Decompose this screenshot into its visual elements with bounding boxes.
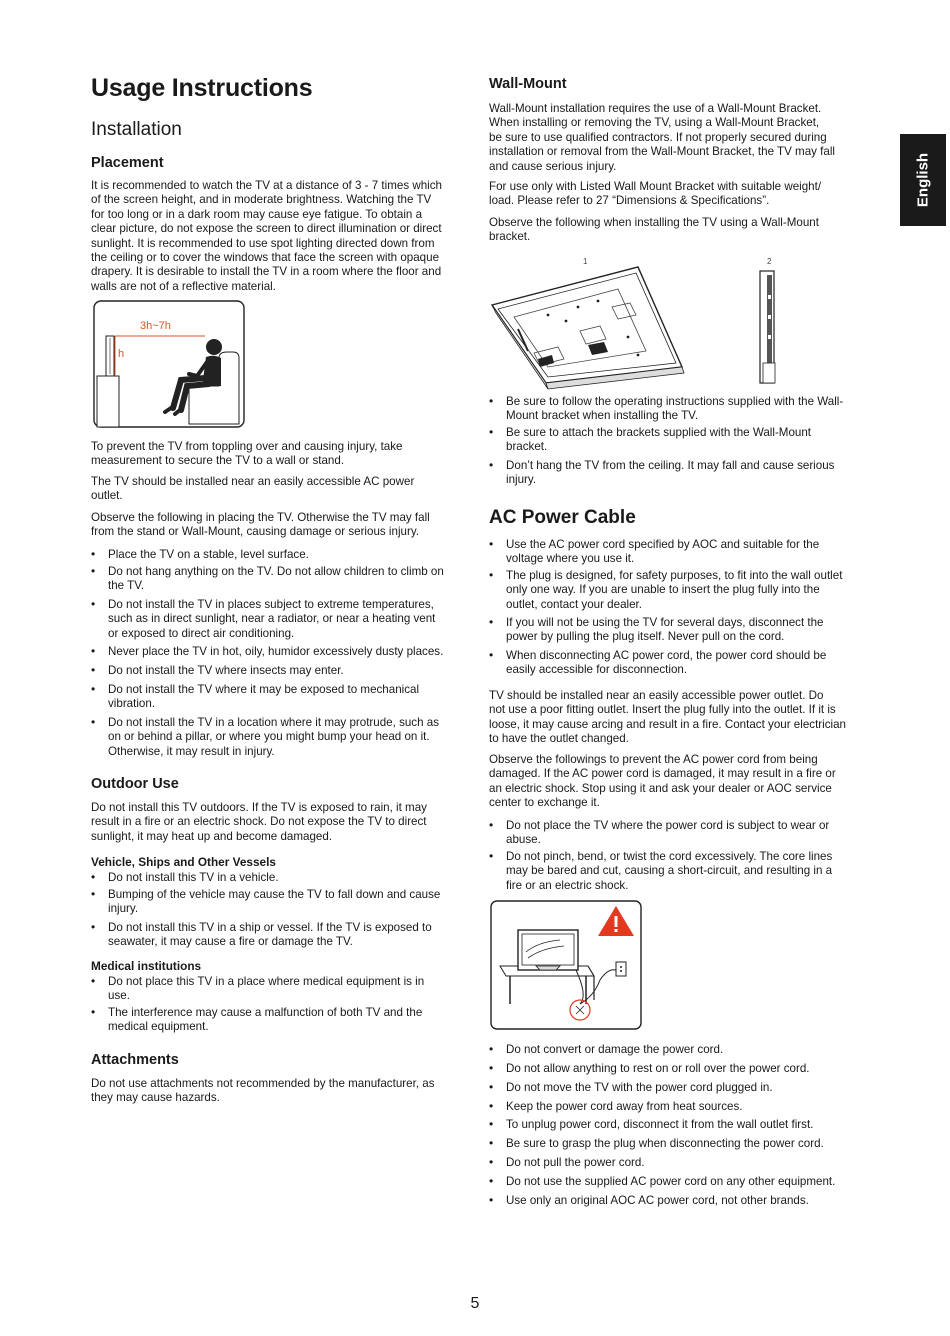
outlet-paragraph [91, 475, 414, 504]
text-line: • Do not convert or damage the power cord. [506, 1043, 724, 1056]
wallmount-observe-paragraph [489, 216, 819, 245]
figure-label-2: 2 [767, 257, 772, 266]
text-line: clear picture, do not expose the screen to direct illumination or direct [91, 222, 442, 236]
text-line: • Do not install the TV where it may be exposed to mechanical [108, 683, 420, 696]
list-item [91, 683, 419, 712]
text-line: voltage where you use it. [506, 552, 635, 566]
text-line: • Bumping of the vehicle may cause the TV to fall down and cause [108, 888, 441, 901]
medical-heading: Medical institutions [91, 959, 202, 973]
text-line: TV should be installed near an easily accessible power outlet. Do [489, 689, 824, 702]
text-line: Otherwise, it may result in injury. [108, 744, 275, 758]
text-line: • If you will not be using the TV for several days, disconnect the [506, 616, 824, 629]
list-item [489, 1175, 835, 1189]
text-line: • Use the AC power cord specified by AOC and suitable for the [506, 538, 820, 551]
text-line: not use a poor fitting outlet. Insert the plug fully into the outlet. If it is [489, 703, 836, 717]
text-line: abuse. [506, 833, 541, 847]
list-item [489, 649, 826, 678]
text-line: installation or removal from the Wall-Mount Bracket, the TV may fall [489, 145, 836, 159]
text-line: bracket. [506, 440, 548, 454]
text-line: • The interference may cause a malfunction of both TV and the [108, 1006, 423, 1019]
list-item [489, 1118, 813, 1132]
text-line: sunlight. It is recommended to use spot lighting directed down from [91, 236, 435, 250]
attachments-heading: Attachments [91, 1052, 179, 1068]
text-line: • Do not allow anything to rest on or roll over the power cord. [506, 1062, 810, 1075]
list-item [489, 819, 829, 848]
text-line: injury. [506, 473, 537, 487]
wallmount-heading: Wall-Mount [489, 76, 567, 92]
list-item [91, 565, 444, 594]
text-line: measurement to secure the TV to a wall or stand. [91, 454, 345, 468]
list-item [489, 459, 834, 488]
text-line: sunlight, it may heat up and become damaged. [91, 829, 333, 843]
text-line: Observe the following when installing the TV using a Wall-Mount [489, 216, 819, 229]
text-line: loose, it may cause arcing and result in a fire. Contact your electrician [489, 717, 847, 731]
text-line: Observe the followings to prevent the AC power cord from being [489, 753, 818, 766]
ac-power-heading: AC Power Cable [489, 507, 636, 528]
attachments-paragraph [91, 1077, 435, 1106]
placement-paragraph [91, 179, 442, 294]
text-line: or exposed to direct air conditioning. [108, 626, 295, 640]
text-line: Wall-Mount installation requires the use of a Wall-Mount Bracket. [489, 102, 822, 115]
text-line: the ceiling or to cover the windows that face the screen with opaque [91, 251, 440, 265]
list-item [489, 538, 819, 567]
text-line: • Do not install the TV in places subject to extreme temperatures, [108, 598, 434, 611]
text-line: • Do not install the TV in a location where it may protrude, such as [108, 716, 440, 729]
topple-paragraph [91, 440, 403, 469]
text-line: such as in direct sunlight, near a radiator, or near a heating vent [108, 612, 436, 626]
text-line: Do not use attachments not recommended by the manufacturer, as [91, 1077, 435, 1090]
list-item [489, 616, 824, 645]
text-line: • The plug is designed, for safety purposes, to fit into the wall outlet [506, 569, 843, 582]
text-line: injury. [108, 902, 139, 916]
text-line: fire or an electric shock. [506, 878, 629, 892]
list-item [489, 1081, 773, 1095]
height-label: h [118, 348, 125, 360]
text-line: an electric shock. Stop using it and ask your dealer or AOC service [489, 781, 832, 795]
language-tab [900, 134, 946, 226]
text-line: • Do not pinch, bend, or twist the cord excessively. The core lines [506, 850, 833, 863]
text-line: • Do not install this TV in a vehicle. [108, 871, 279, 884]
text-line: Mount bracket when installing the TV. [506, 409, 699, 423]
text-line: the TV. [108, 579, 145, 593]
vehicle-heading: Vehicle, Ships and Other Vessels [91, 855, 276, 869]
list-item [489, 1137, 824, 1151]
installation-heading: Installation [91, 119, 182, 140]
text-line: medical equipment. [108, 1020, 209, 1034]
text-line: • Do not hang anything on the TV. Do not allow children to climb on [108, 565, 444, 578]
text-line: center to exchange it. [489, 796, 600, 810]
list-item [489, 1100, 743, 1114]
text-line: • To unplug power cord, disconnect it from the wall outlet first. [506, 1118, 814, 1131]
text-line: It is recommended to watch the TV at a distance of 3 - 7 times which [91, 179, 442, 192]
list-item [489, 395, 843, 424]
text-line: result in a fire or an electric shock. Do not expose the TV to direct [91, 815, 427, 829]
list-item [91, 664, 344, 678]
page-number: 5 [470, 1295, 480, 1312]
list-item [489, 1062, 810, 1076]
list-item [91, 975, 424, 1004]
text-line: • When disconnecting AC power cord, the power cord should be [506, 649, 827, 662]
wallmount-listed-paragraph [489, 180, 821, 209]
outdoor-heading: Outdoor Use [91, 776, 179, 792]
outdoor-paragraph [91, 801, 427, 844]
text-line: • Be sure to follow the operating instructions supplied with the Wall- [506, 395, 844, 408]
power-cord-warning-figure [490, 900, 642, 1032]
text-line: easily accessible for disconnection. [506, 663, 688, 677]
text-line: to have the outlet changed. [489, 732, 629, 746]
list-item [91, 598, 435, 641]
text-line: For use only with Listed Wall Mount Bracket with suitable weight/ [489, 180, 822, 193]
text-line: of the screen height, and in moderate brightness. Watching the TV [91, 193, 432, 207]
text-line: • Do not install this TV in a ship or vessel. If the TV is exposed to [108, 921, 432, 934]
text-line: power by pulling the plug itself. Never pull on the cord. [506, 630, 785, 644]
text-line: outlet, contact your dealer. [506, 597, 642, 611]
placement-heading: Placement [91, 155, 164, 171]
text-line: use. [108, 989, 130, 1003]
text-line: • Never place the TV in hot, oily, humidor excessively dusty places. [108, 645, 444, 658]
text-line: • Do not move the TV with the power cord plugged in. [506, 1081, 773, 1094]
wallmount-paragraph [489, 102, 835, 174]
text-line: load. Please refer to 27 “Dimensions & Specifications”. [489, 194, 770, 208]
text-line: The TV should be installed near an easily accessible AC power [91, 475, 415, 488]
outlet-paragraph-right [489, 689, 846, 747]
list-item [91, 888, 440, 917]
text-line: • Don’t hang the TV from the ceiling. It may fall and cause serious [506, 459, 835, 472]
list-item [91, 871, 279, 885]
distance-label: 3h~7h [140, 320, 171, 332]
list-item [489, 569, 842, 612]
text-line: • Place the TV on a stable, level surface. [108, 548, 309, 561]
text-line: seawater, it may cause a fire or damage the TV. [108, 935, 353, 949]
text-line: damaged. If the AC power cord is damaged, it may result in a fire or [489, 767, 836, 781]
text-line: • Use only an original AOC AC power cord, not other brands. [506, 1194, 809, 1207]
text-line: may be bared and cut, causing a short-circuit, and resulting in a [506, 864, 833, 878]
text-line: • Be sure to attach the brackets supplied with the Wall-Mount [506, 426, 812, 439]
text-line: only one way. If you are unable to insert the plug fully into the [506, 583, 820, 597]
text-line: vibration. [108, 697, 156, 711]
observe-paragraph [91, 511, 430, 540]
text-line: • Keep the power cord away from heat sources. [506, 1100, 743, 1113]
list-item [489, 1156, 645, 1170]
text-line: be sure to use qualified contractors. If not properly secured during [489, 130, 827, 144]
text-line: • Do not place this TV in a place where medical equipment is in [108, 975, 425, 988]
list-item [91, 716, 439, 759]
text-line: from the stand or Wall-Mount, causing damage or serious injury. [91, 525, 419, 539]
text-line: they may cause hazards. [91, 1091, 220, 1105]
text-line: drapery. It is desirable to install the TV in a room where the floor and [91, 265, 442, 279]
text-line: • Do not install the TV where insects may enter. [108, 664, 344, 677]
text-line: To prevent the TV from toppling over and causing injury, take [91, 440, 403, 453]
list-item [91, 548, 309, 562]
page-title: Usage Instructions [91, 74, 313, 102]
list-item [91, 1006, 422, 1035]
viewing-distance-diagram [93, 300, 245, 428]
list-item [91, 645, 443, 659]
language-tab-label: English [914, 152, 932, 208]
text-line: for too long or in a dark room may cause eye fatigue. To obtain a [91, 207, 423, 221]
list-item [489, 1194, 809, 1208]
list-item [489, 426, 811, 455]
text-line: • Do not use the supplied AC power cord on any other equipment. [506, 1175, 836, 1188]
text-line: Observe the following in placing the TV. Otherwise the TV may fall [91, 511, 430, 524]
list-item [489, 1043, 723, 1057]
text-line: • Be sure to grasp the plug when disconnecting the power cord. [506, 1137, 824, 1150]
text-line: bracket. [489, 230, 531, 244]
text-line: • Do not place the TV where the power cord is subject to wear or [506, 819, 830, 832]
text-line: and cause serious injury. [489, 159, 617, 173]
text-line: walls are not of a reflective material. [91, 279, 276, 293]
text-line: Do not install this TV outdoors. If the TV is exposed to rain, it may [91, 801, 427, 814]
text-line: outlet. [91, 489, 123, 503]
text-line: on or behind a pillar, or where you might bump your head on it. [108, 730, 430, 744]
text-line: • Do not pull the power cord. [506, 1156, 645, 1169]
wallmount-tv-figure [488, 255, 788, 390]
text-line: When installing or removing the TV, using a Wall-Mount Bracket, [489, 116, 820, 130]
list-item [489, 850, 832, 893]
list-item [91, 921, 432, 950]
cord-damage-paragraph [489, 753, 836, 811]
figure-label-1: 1 [583, 257, 588, 266]
